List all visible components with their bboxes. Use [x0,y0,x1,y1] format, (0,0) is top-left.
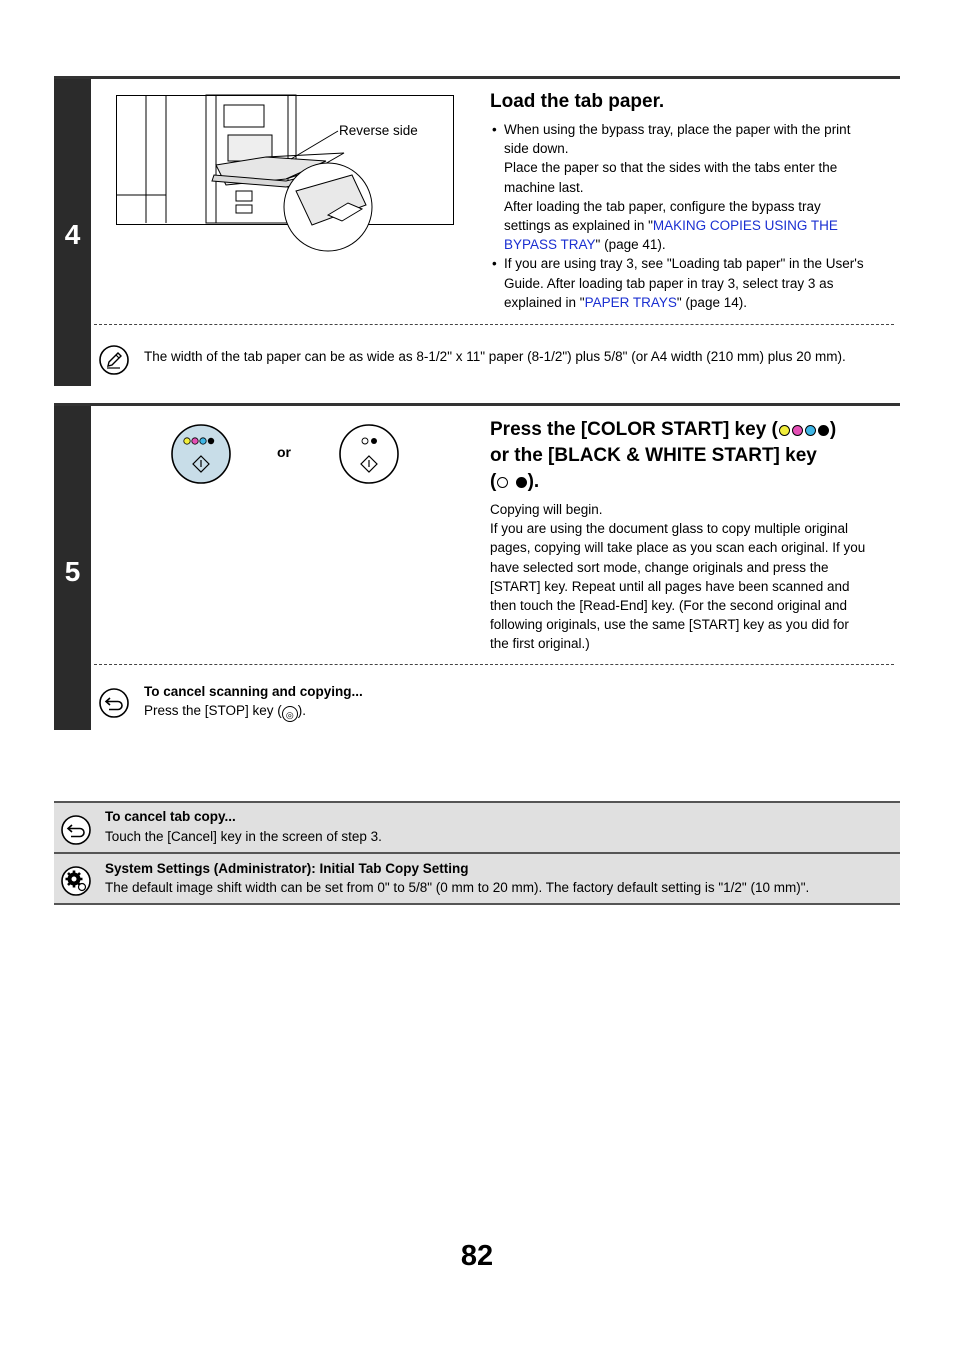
bullet-line-with-link [504,293,900,312]
step-5-note-title: To cancel scanning and copying... [144,684,363,699]
bw-dots-icon [496,471,527,492]
step-4-title: Load the tab paper. [490,91,665,112]
bypass-tray-illustration [116,95,454,225]
bullet-dot: • [492,256,497,272]
body-line: then touch the [Read-End] key. (For the second original and [490,598,847,614]
or-label: or [277,444,291,460]
text: Press the [STOP] key ( [144,703,282,718]
bullet-dot: • [492,122,497,137]
body-line: the first original.) [490,636,590,652]
text: settings as explained in " [504,218,653,234]
info-box-cancel-tab [54,803,900,852]
step-number: 4 [64,219,81,250]
title-text: ( [490,471,497,492]
body-line: following originals, use the same [START] key as you did for [490,617,849,633]
making-copies-link[interactable]: MAKING COPIES USING THE [652,218,838,234]
title-text: ). [527,471,540,492]
paper-trays-link[interactable]: PAPER TRAYS [584,294,677,310]
step-5-note-text [144,701,306,722]
title-text: ) [829,419,837,440]
black-white-start-key-icon [338,423,400,485]
text: ). [297,703,307,718]
title-line [490,417,900,443]
page-number: 82 [460,1240,494,1272]
color-start-key-icon [170,423,232,485]
body-line: pages, copying will take place as you scan each original. If you [490,540,866,556]
title-line [490,469,900,495]
return-icon [60,814,92,846]
bullet-line: Place the paper so that the sides with the tabs enter the [504,160,838,176]
bullet-line: After loading the tab paper, configure the bypass tray [504,198,821,214]
bullet-line: machine last. [504,179,584,195]
color-dots-icon [778,419,830,440]
bullet-bypass-tray [490,120,900,254]
bullet-line-with-link [504,216,900,235]
text: " (page 14). [676,294,747,310]
step-5-title [490,417,900,495]
dashed-divider [94,324,894,325]
body-line: If you are using the document glass to copy multiple original [490,521,848,537]
text: " (page 41). [595,237,666,253]
bullet-line: side down. [504,141,569,157]
title-line: or the [BLACK & WHITE START] key [490,445,817,466]
body-line: [START] key. Repeat until all pages have been scanned and [490,578,850,594]
info-title: To cancel tab copy... [105,809,236,824]
step-5-body [490,500,900,654]
pencil-note-icon [98,344,130,376]
title-text: Press the [COLOR START] key ( [490,419,778,440]
step-number: 5 [64,556,81,587]
bullet-line: Guide. After loading tab paper in tray 3, select tray 3 as [504,275,834,291]
info-box-system-settings [54,854,900,903]
body-line: have selected sort mode, change originals and press the [490,559,829,575]
settings-gear-icon [60,865,92,897]
machine-drawing [116,95,454,255]
step-4-body [490,120,900,312]
return-icon [98,687,130,719]
stop-key-icon: ◎ [282,706,298,722]
step-5-block [54,403,900,730]
bullet-line: When using the bypass tray, place the paper with the print [504,122,851,137]
info-text: The default image shift width can be set from 0" to 5/8" (0 mm to 20 mm). The factory default setting is "1/2" (10 mm)". [105,880,810,895]
step-4-block [54,76,900,386]
reverse-side-label: Reverse side [339,123,418,138]
text: explained in " [504,294,585,310]
info-title: System Settings (Administrator): Initial Tab Copy Setting [105,861,469,876]
bullet-line-with-link [504,235,900,254]
bypass-tray-link[interactable]: BYPASS TRAY [504,237,596,253]
body-line: Copying will begin. [490,502,603,517]
dashed-divider [94,664,894,665]
step-4-note: The width of the tab paper can be as wide as 8-1/2" x 11" paper (8-1/2") plus 5/8" (or A4 width (210 mm) plus 20 mm). [144,349,846,364]
info-text: Touch the [Cancel] key in the screen of step 3. [105,829,382,844]
bullet-tray-3 [490,254,900,312]
info-bottom-rule [54,903,900,905]
bullet-line: If you are using tray 3, see "Loading tab paper" in the User's [504,256,864,272]
